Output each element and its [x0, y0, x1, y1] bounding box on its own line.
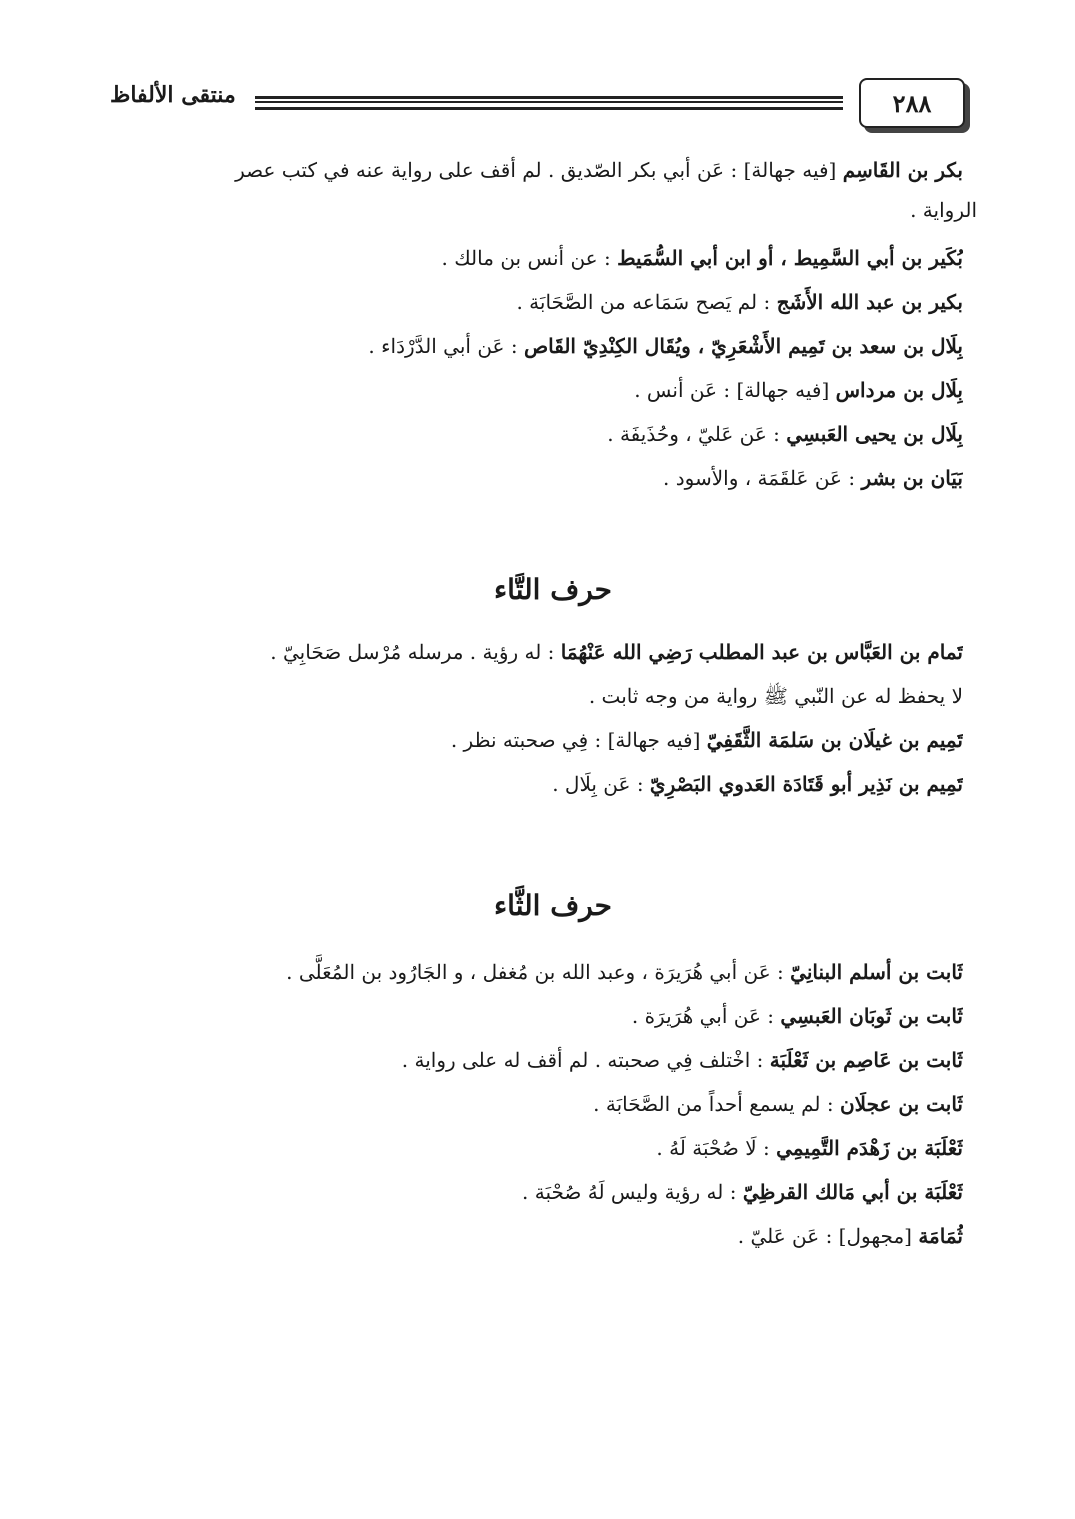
- list-item: [113, 1126, 963, 1170]
- entry-name: بكر بن القَاسِم: [842, 158, 963, 182]
- intro-entry: [113, 150, 963, 190]
- entry-text: : عَن أبي الدَّرْدَاء .: [368, 334, 524, 358]
- entry-name: بَيَان بن بشر: [861, 466, 963, 490]
- list-item: [113, 1038, 963, 1082]
- section-title-tha: حرف الثَّاء: [494, 889, 612, 922]
- list-item: [113, 1082, 963, 1126]
- entry-name: ثَابت بن ثَوبَان العَبسِي: [780, 1004, 963, 1028]
- entry-text: : لم يَصح سَمَاعه من الصَّحَابَة .: [516, 290, 777, 314]
- list-item: [113, 236, 963, 280]
- entry-text: : عَن أبي هُرَيرَة ، وعبد الله بن مُغفل ، و الجَارُود بن المُعَلَّى .: [286, 960, 791, 984]
- entry-text: [فيه جهالة] : فِي صحبته نظر .: [450, 728, 707, 752]
- entry-name: بِلَال بن سعد بن تَمِيم الأَشْعَرِيّ ، ويُقَال الكِنْدِيّ القَاص: [523, 334, 963, 358]
- intro-continuation: الرواية .: [910, 198, 977, 222]
- list-item: [113, 718, 963, 762]
- list-item: [113, 1170, 963, 1214]
- section-tha-list: [113, 950, 963, 1258]
- entry-name: تَمام بن العَبَّاس بن عبد المطلب رَضِي الله عَنْهُمَا: [560, 640, 963, 664]
- list-item: [113, 1214, 963, 1258]
- section-title-ta: حرف التَّاء: [494, 573, 612, 606]
- entry-name: بُكَير بن أبي السَّمِيط ، أو ابن أبي السُّمَيط: [617, 246, 963, 270]
- entry-text: : عَن عَليّ ، وحُذَيفَة .: [607, 422, 787, 446]
- entry-name: ثَابت بن أسلم البنانِيّ: [790, 960, 963, 984]
- entry-text: : له رؤية وليس لَهُ صُحْبَة .: [522, 1180, 743, 1204]
- list-item: [113, 324, 963, 368]
- entry-text: [فيه جهالة] : عَن أبي بكر الصّديق . لم أقف على رواية عنه في كتب عصر: [235, 158, 843, 182]
- entry-name: بكير بن عبد الله الأَشَج: [776, 290, 963, 314]
- list-item: [113, 368, 963, 412]
- list-item: [113, 456, 963, 500]
- list-item: [113, 674, 963, 718]
- entry-name: تَمِيم بن نَذِير أبو قَتَادَة العَدوي البَصْرِيّ: [649, 772, 963, 796]
- entry-text: : له رؤية . مرسله مُرْسل صَحَابِيّ .: [270, 640, 561, 664]
- entry-text: : لم يسمع أحداً من الصَّحَابَة .: [593, 1092, 840, 1116]
- entry-name: ثَابت بن عجلَان: [839, 1092, 963, 1116]
- book-title: منتقى الألفاظ: [110, 82, 236, 108]
- entry-name: بِلَال بن يحيى العَبسِي: [786, 422, 963, 446]
- entry-text: : اخْتلف فِي صحبته . لم أقف له على رواية .: [401, 1048, 770, 1072]
- entry-name: بِلَال بن مرداس: [835, 378, 963, 402]
- entry-text: : عن أنس بن مالك .: [441, 246, 618, 270]
- entry-name: ثَابت بن عَاصِم بن ثَعْلَبَة: [769, 1048, 963, 1072]
- entry-text: [فيه جهالة] : عَن أنس .: [634, 378, 836, 402]
- entry-name: ثَعْلَبَة بن أبي مَالك القرظِيّ: [742, 1180, 963, 1204]
- entry-text: : عَن أبي هُرَيرَة .: [631, 1004, 781, 1028]
- page-number: ٢٨٨: [859, 78, 965, 128]
- page-content: [113, 150, 977, 1258]
- entry-text: [مجهول] : عَن عَليّ .: [737, 1224, 919, 1248]
- entry-name: ثَعْلَبَة بن زَهْدَم التَّمِيمِي: [776, 1136, 963, 1160]
- list-item: [113, 762, 963, 806]
- list-item: [113, 950, 963, 994]
- entry-text: لا يحفظ له عن النّبي ﷺ رواية من وجه ثابت .: [588, 684, 963, 708]
- entry-name: ثُمَامَة: [918, 1224, 963, 1248]
- header-rule: [255, 96, 843, 110]
- list-item: [113, 412, 963, 456]
- section-ta-list: [113, 630, 963, 806]
- list-item: [113, 994, 963, 1038]
- page-header: [110, 78, 965, 136]
- entry-name: تَمِيم بن غيلَان بن سَلمَة الثَّقَفِيّ: [706, 728, 963, 752]
- entry-text: : عَن بِلَال .: [552, 772, 650, 796]
- entry-text: : عَن عَلقَمَة ، والأسود .: [663, 466, 862, 490]
- list-item: [113, 280, 963, 324]
- section-b-list: [113, 236, 963, 500]
- entry-text: : لَا صُحْبَة لَهُ .: [656, 1136, 777, 1160]
- list-item: [113, 630, 963, 674]
